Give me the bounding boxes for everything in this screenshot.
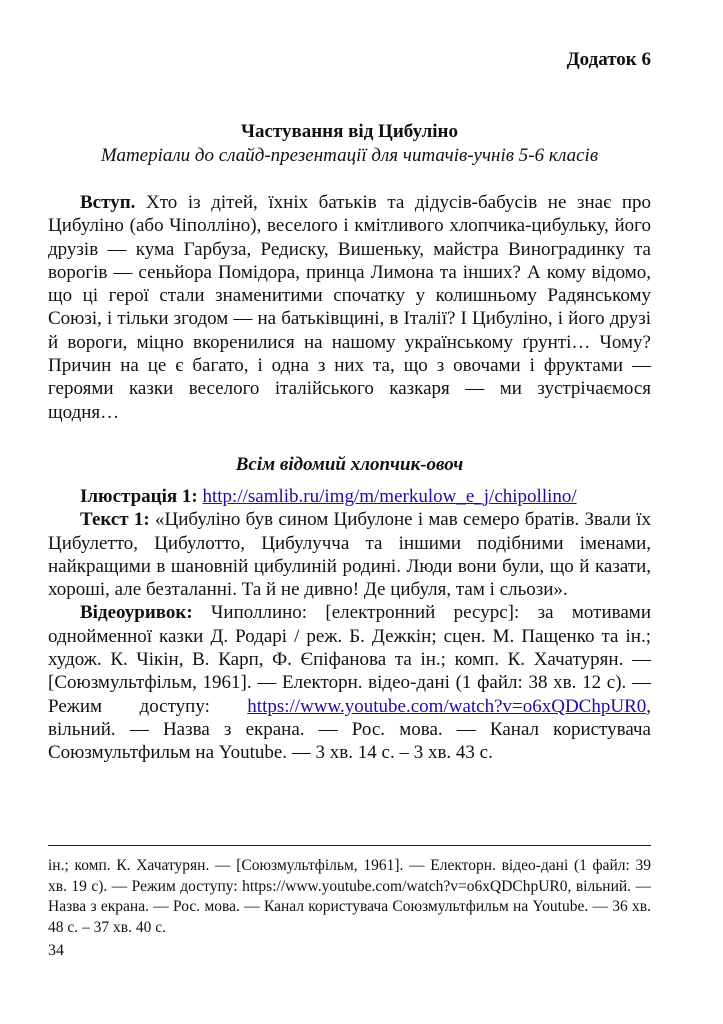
section-heading: Всім відомий хлопчик-овоч bbox=[235, 454, 464, 475]
illustration-paragraph bbox=[48, 485, 651, 508]
intro-section bbox=[48, 191, 651, 424]
video-paragraph bbox=[48, 601, 651, 764]
text1-paragraph bbox=[48, 508, 651, 601]
page-title: Частування від Цибуліно bbox=[241, 121, 458, 142]
illustration-link[interactable]: http://samlib.ru/img/m/merkulow_e_j/chipollino/ bbox=[202, 486, 577, 507]
illustration-label: Ілюстрація 1: bbox=[80, 486, 198, 507]
page-number: 34 bbox=[48, 942, 64, 959]
video-label: Відеоуривок: bbox=[80, 602, 193, 624]
intro-text: Хто із дітей, їхніх батьків та дідусів-бабусів не знає про Цибуліно (або Чіполліно), веселого і кмітливого хлопчика-цибульку, його друзів — кума Гарбуза, Редиску, Вишеньку, майстра Виноградинку та ворогів — сеньйора Помідора, принца Лимона та інших? А кому відомо, що ці герої стали знаменитими спочатку у колишньому Радянському Союзі, і тільки згодом — на батьківщині, в Італії? І Цибуліно, і його друзі й вороги, міцно вкоренилися на нашому українському ґрунті… Чому? Причин на це є багато, і одна з них та, що з овочами і фруктами — героями казки веселого італійського казкаря — ми зустрічаємося щодня… bbox=[48, 192, 651, 423]
page-subtitle: Матеріали до слайд-презентації для читачів-учнів 5-6 класів bbox=[100, 145, 599, 166]
appendix-label: Додаток 6 bbox=[566, 49, 651, 70]
video-link[interactable]: https://www.youtube.com/watch?v=o6xQDChpUR0 bbox=[247, 695, 647, 717]
text1-body: «Цибуліно був сином Цибулоне і мав семеро братів. Звали їх Цибулетто, Цибулотто, Цибулучча та іншими подібними іменами, найкращими в шановній цибулиній родині. Люди вони були, що й казати, хороші, але безталанні. Та й не дивно! Де цибуля, там і сльози». bbox=[48, 509, 651, 601]
footnote-divider bbox=[48, 845, 651, 846]
text1-label: Текст 1: bbox=[80, 509, 150, 531]
video-text-before: Чиполлино: [електронний ресурс]: за мотивами однойменної казки Д. Родарі / реж. Б. Дежкін; сцен. М. Пащенко та ін.; худож. К. Чікін, В. Карп, Ф. Єпіфанова та ін.; комп. К. Хачатурян. — [Союзмультфільм, 1961]. — Електорн. відео-дані (1 файл: 38 хв. 12 с). — Режим доступу: bbox=[48, 602, 651, 717]
video-text-after: , вільний. — Назва з екрана. — Рос. мова. — Канал користувача Союзмультфильм на Youtube. — 3 хв. 14 с. – 3 хв. 43 с. bbox=[48, 695, 651, 764]
footnote: ін.; комп. К. Хачатурян. — [Союзмультфільм, 1961]. — Електорн. відео-дані (1 файл: 39 хв. 19 с). — Режим доступу: https://www.youtube.com/watch?v=o6xQDChpUR0, вільний. — Назва з екрана. — Рос. мова. — Канал користувача Союзмультфильм на Youtube. — 36 хв. 48 с. – 37 хв. 40 с. bbox=[48, 857, 651, 936]
section-body bbox=[48, 485, 651, 765]
intro-paragraph bbox=[48, 191, 651, 424]
intro-lead: Вступ. bbox=[80, 192, 136, 213]
document-page bbox=[48, 0, 651, 1024]
